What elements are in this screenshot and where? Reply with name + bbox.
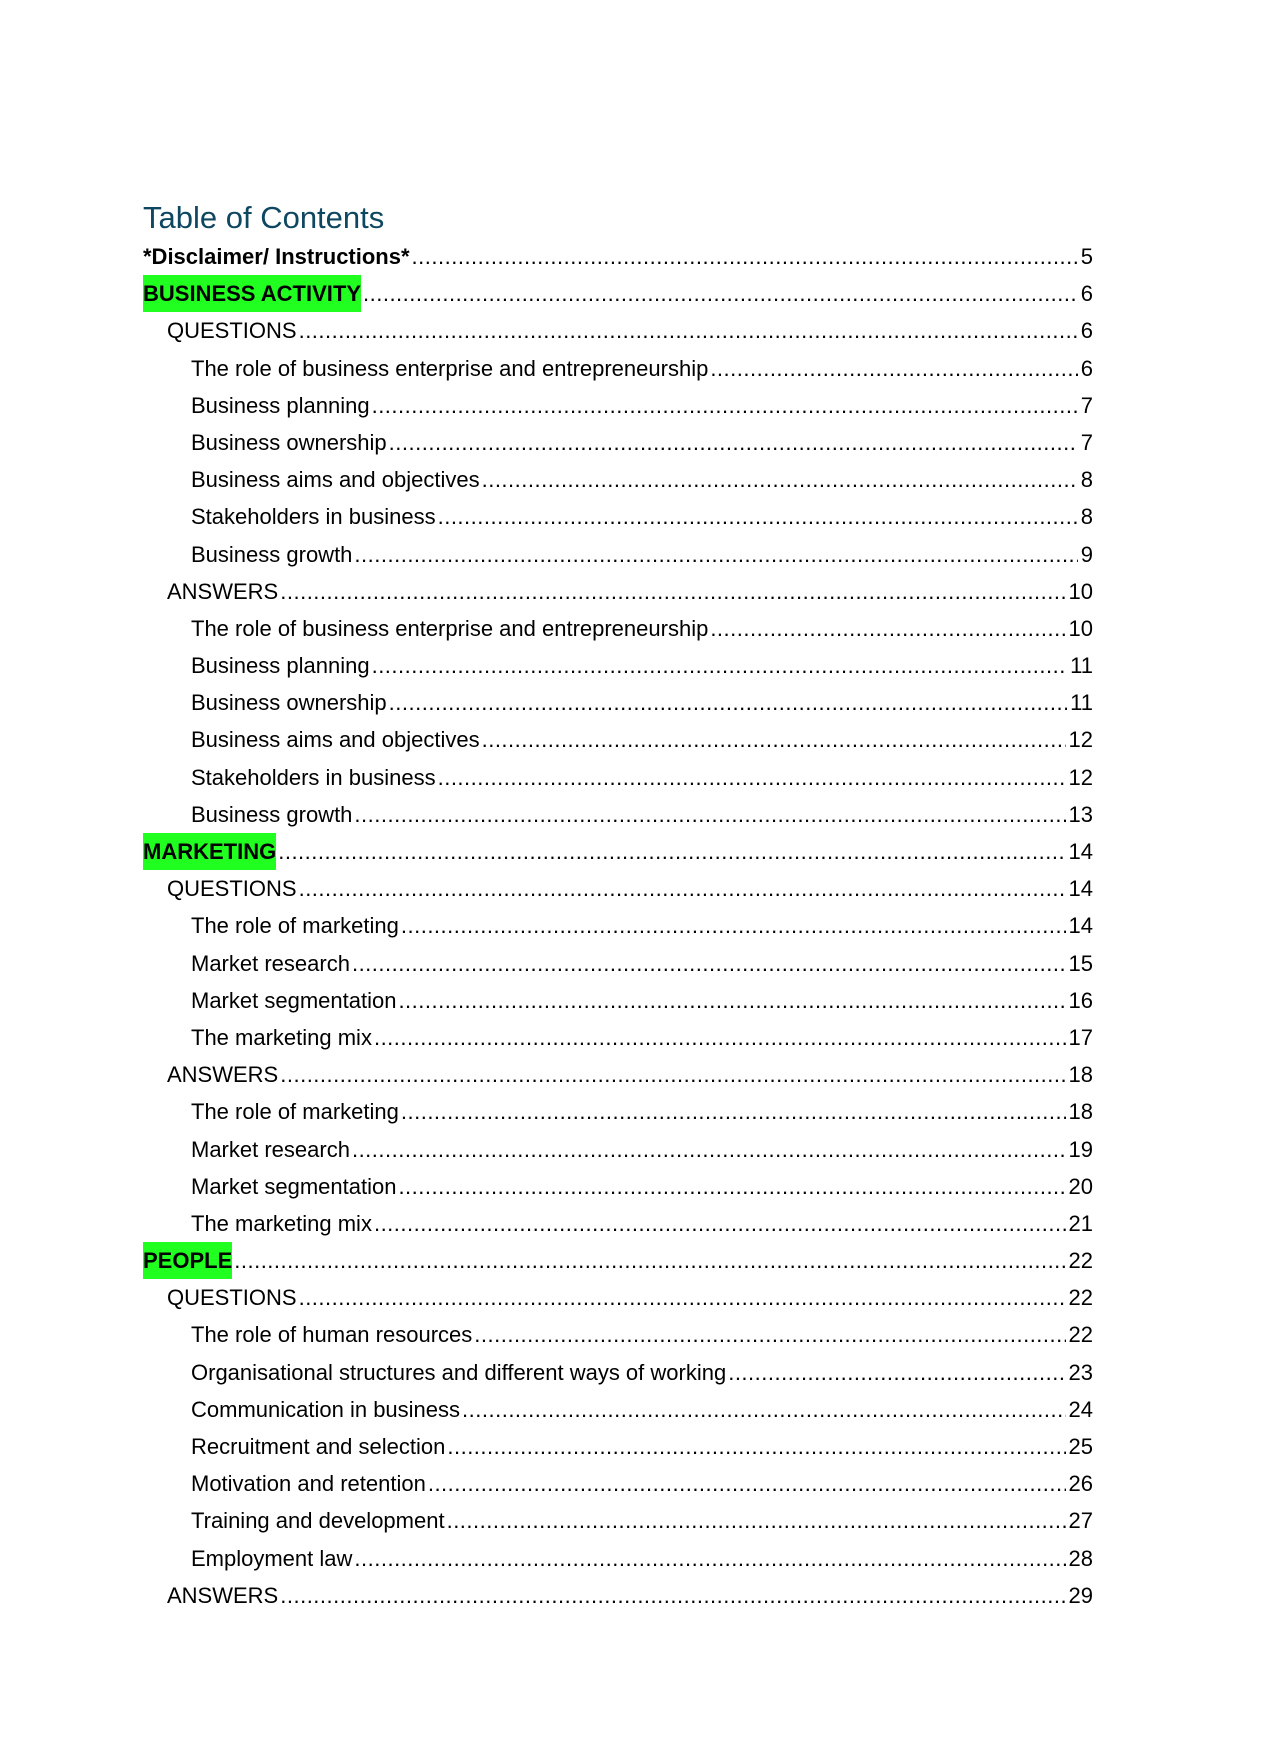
toc-entry[interactable] (143, 907, 1093, 944)
toc-entry-label[interactable]: Communication in business (191, 1396, 461, 1422)
toc-entry-label[interactable]: The role of human resources (191, 1322, 473, 1348)
toc-list (143, 238, 1093, 1614)
toc-entry-page-number[interactable]: 29 (1068, 1582, 1093, 1608)
toc-entry-label[interactable]: BUSINESS ACTIVITY (143, 275, 361, 312)
toc-entry-label[interactable]: ANSWERS (167, 1582, 279, 1608)
toc-entry-label[interactable]: Business ownership (191, 429, 387, 455)
toc-entry-page-number[interactable]: 22 (1068, 1248, 1093, 1274)
toc-entry[interactable] (143, 387, 1093, 424)
toc-entry-page-number[interactable]: 9 (1080, 541, 1093, 567)
toc-entry-label[interactable]: Market research (191, 950, 350, 976)
toc-entry-page-number[interactable]: 13 (1068, 801, 1093, 827)
toc-entry-label[interactable]: Business growth (191, 541, 353, 567)
dot-leader (352, 945, 1066, 982)
toc-entry-page-number[interactable]: 7 (1080, 429, 1093, 455)
toc-entry-label[interactable]: Market research (191, 1136, 350, 1162)
toc-entry-label[interactable]: Business growth (191, 801, 353, 827)
dot-leader (389, 684, 1067, 721)
toc-entry-label[interactable]: Organisational structures and different ways of working (191, 1359, 727, 1385)
toc-entry-page-number[interactable]: 6 (1080, 318, 1093, 344)
dot-leader (352, 1131, 1066, 1168)
dot-leader (398, 1168, 1065, 1205)
toc-entry-page-number[interactable]: 8 (1080, 504, 1093, 530)
toc-entry-page-number[interactable]: 7 (1080, 392, 1093, 418)
dot-leader (428, 1465, 1066, 1502)
toc-entry-label[interactable]: The role of marketing (191, 1099, 399, 1125)
dot-leader (438, 759, 1066, 796)
toc-entry[interactable] (143, 1577, 1093, 1614)
dot-leader (299, 1279, 1066, 1316)
toc-entry-label[interactable]: Motivation and retention (191, 1471, 426, 1497)
toc-entry[interactable] (143, 796, 1093, 833)
dot-leader (354, 536, 1077, 573)
toc-entry-page-number[interactable]: 27 (1068, 1508, 1093, 1534)
toc-entry-page-number[interactable]: 28 (1068, 1545, 1093, 1571)
dot-leader (447, 1428, 1065, 1465)
dot-leader (374, 1019, 1066, 1056)
toc-entry[interactable] (143, 1354, 1093, 1391)
toc-entry[interactable] (143, 1279, 1093, 1316)
toc-entry[interactable] (143, 1056, 1093, 1093)
dot-leader (372, 387, 1078, 424)
toc-entry-page-number[interactable]: 16 (1068, 987, 1093, 1013)
toc-entry[interactable] (143, 498, 1093, 535)
toc-entry-label[interactable]: Stakeholders in business (191, 504, 436, 530)
toc-entry-page-number[interactable]: 18 (1068, 1062, 1093, 1088)
dot-leader (482, 461, 1078, 498)
toc-entry[interactable] (143, 1093, 1093, 1130)
dot-leader (462, 1391, 1065, 1428)
dot-leader (280, 1577, 1065, 1614)
dot-leader (482, 721, 1066, 758)
toc-entry-label[interactable]: ANSWERS (167, 1062, 279, 1088)
toc-entry-label[interactable]: Employment law (191, 1545, 353, 1571)
toc-entry[interactable] (143, 424, 1093, 461)
toc-entry[interactable] (143, 573, 1093, 610)
dot-leader (438, 498, 1078, 535)
dot-leader (299, 870, 1066, 907)
dot-leader (710, 610, 1065, 647)
dot-leader (372, 647, 1068, 684)
toc-entry-page-number[interactable]: 6 (1080, 355, 1093, 381)
dot-leader (398, 982, 1065, 1019)
toc-entry[interactable] (143, 684, 1093, 721)
toc-entry-label[interactable]: Business planning (191, 653, 370, 679)
toc-entry[interactable] (143, 312, 1093, 349)
toc-entry-label[interactable]: Business ownership (191, 690, 387, 716)
toc-entry[interactable] (143, 1205, 1093, 1242)
toc-entry[interactable] (143, 1131, 1093, 1168)
toc-entry-page-number[interactable]: 11 (1070, 690, 1093, 716)
toc-entry-label[interactable]: ANSWERS (167, 578, 279, 604)
toc-entry-page-number[interactable]: 12 (1068, 764, 1093, 790)
toc-entry[interactable] (143, 1316, 1093, 1353)
toc-entry[interactable] (143, 759, 1093, 796)
dot-leader (412, 238, 1078, 275)
dot-leader (389, 424, 1078, 461)
toc-entry-label[interactable]: Market segmentation (191, 1173, 397, 1199)
toc-entry-page-number[interactable]: 12 (1068, 727, 1093, 753)
dot-leader (280, 1056, 1065, 1093)
dot-leader (401, 907, 1066, 944)
dot-leader (299, 312, 1078, 349)
dot-leader (354, 1540, 1065, 1577)
toc-entry-page-number[interactable]: 14 (1068, 913, 1093, 939)
dot-leader (728, 1354, 1065, 1391)
toc-entry[interactable] (143, 647, 1093, 684)
toc-entry[interactable] (143, 1502, 1093, 1539)
toc-entry[interactable] (143, 833, 1093, 870)
toc-entry[interactable] (143, 721, 1093, 758)
toc-entry-page-number[interactable]: 20 (1068, 1173, 1093, 1199)
toc-entry-label[interactable]: Business planning (191, 392, 370, 418)
toc-entry-page-number[interactable]: 22 (1068, 1322, 1093, 1348)
dot-leader (401, 1093, 1066, 1130)
dot-leader (354, 796, 1065, 833)
toc-entry-page-number[interactable]: 14 (1068, 876, 1093, 902)
toc-entry[interactable] (143, 275, 1093, 312)
toc-entry[interactable] (143, 536, 1093, 573)
toc-entry[interactable] (143, 1019, 1093, 1056)
toc-entry[interactable] (143, 238, 1093, 275)
toc-title: Table of Contents (143, 200, 385, 235)
toc-entry[interactable] (143, 1168, 1093, 1205)
toc-entry-label[interactable]: The marketing mix (191, 1024, 372, 1050)
toc-entry-label[interactable]: The role of business enterprise and entrepreneurship (191, 615, 709, 641)
toc-entry-page-number[interactable]: 24 (1068, 1396, 1093, 1422)
dot-leader (278, 833, 1065, 870)
toc-entry-label[interactable]: Market segmentation (191, 987, 397, 1013)
toc-entry-label[interactable]: Training and development (191, 1508, 445, 1534)
toc-entry-page-number[interactable]: 26 (1068, 1471, 1093, 1497)
toc-entry[interactable] (143, 945, 1093, 982)
toc-entry-label[interactable]: QUESTIONS (167, 876, 297, 902)
dot-leader (363, 275, 1078, 312)
toc-entry[interactable] (143, 350, 1093, 387)
dot-leader (710, 350, 1077, 387)
toc-entry-page-number[interactable]: 8 (1080, 467, 1093, 493)
toc-entry-label[interactable]: Business aims and objectives (191, 467, 480, 493)
toc-entry-label[interactable]: The role of marketing (191, 913, 399, 939)
toc-entry[interactable] (143, 1391, 1093, 1428)
toc-entry-label[interactable]: Stakeholders in business (191, 764, 436, 790)
dot-leader (280, 573, 1065, 610)
toc-entry[interactable] (143, 1465, 1093, 1502)
toc-entry-page-number[interactable]: 21 (1068, 1210, 1093, 1236)
toc-entry-label[interactable]: *Disclaimer/ Instructions* (143, 244, 410, 269)
toc-entry-page-number[interactable]: 23 (1068, 1359, 1093, 1385)
dot-leader (447, 1502, 1066, 1539)
dot-leader (374, 1205, 1066, 1242)
toc-entry-label[interactable]: Business aims and objectives (191, 727, 480, 753)
toc-entry[interactable] (143, 1540, 1093, 1577)
toc-entry-page-number[interactable]: 25 (1068, 1434, 1093, 1459)
toc-entry-label[interactable]: PEOPLE (143, 1242, 232, 1279)
toc-entry-page-number[interactable]: 5 (1080, 244, 1093, 269)
toc-entry-label[interactable]: QUESTIONS (167, 1285, 297, 1311)
toc-entry[interactable] (143, 870, 1093, 907)
toc-entry-page-number[interactable]: 19 (1068, 1136, 1093, 1162)
toc-entry[interactable] (143, 461, 1093, 498)
toc-entry-page-number[interactable]: 6 (1080, 281, 1093, 307)
toc-entry[interactable] (143, 1428, 1093, 1465)
toc-entry-page-number[interactable]: 10 (1068, 615, 1093, 641)
toc-entry[interactable] (143, 1242, 1093, 1279)
toc-entry-label[interactable]: MARKETING (143, 833, 276, 870)
toc-entry-page-number[interactable]: 10 (1068, 578, 1093, 604)
toc-entry-label[interactable]: The marketing mix (191, 1210, 372, 1236)
toc-entry-page-number[interactable]: 22 (1068, 1285, 1093, 1311)
toc-entry-label[interactable]: Recruitment and selection (191, 1434, 446, 1459)
dot-leader (234, 1242, 1065, 1279)
toc-entry-page-number[interactable]: 11 (1070, 653, 1093, 679)
toc-entry-page-number[interactable]: 17 (1068, 1024, 1093, 1050)
toc-entry-page-number[interactable]: 18 (1068, 1099, 1093, 1125)
dot-leader (474, 1316, 1065, 1353)
toc-entry-label[interactable]: The role of business enterprise and entrepreneurship (191, 355, 709, 381)
toc-entry-page-number[interactable]: 15 (1068, 950, 1093, 976)
toc-entry[interactable] (143, 610, 1093, 647)
toc-entry-page-number[interactable]: 14 (1068, 839, 1093, 864)
toc-entry-label[interactable]: QUESTIONS (167, 318, 297, 344)
toc-entry[interactable] (143, 982, 1093, 1019)
